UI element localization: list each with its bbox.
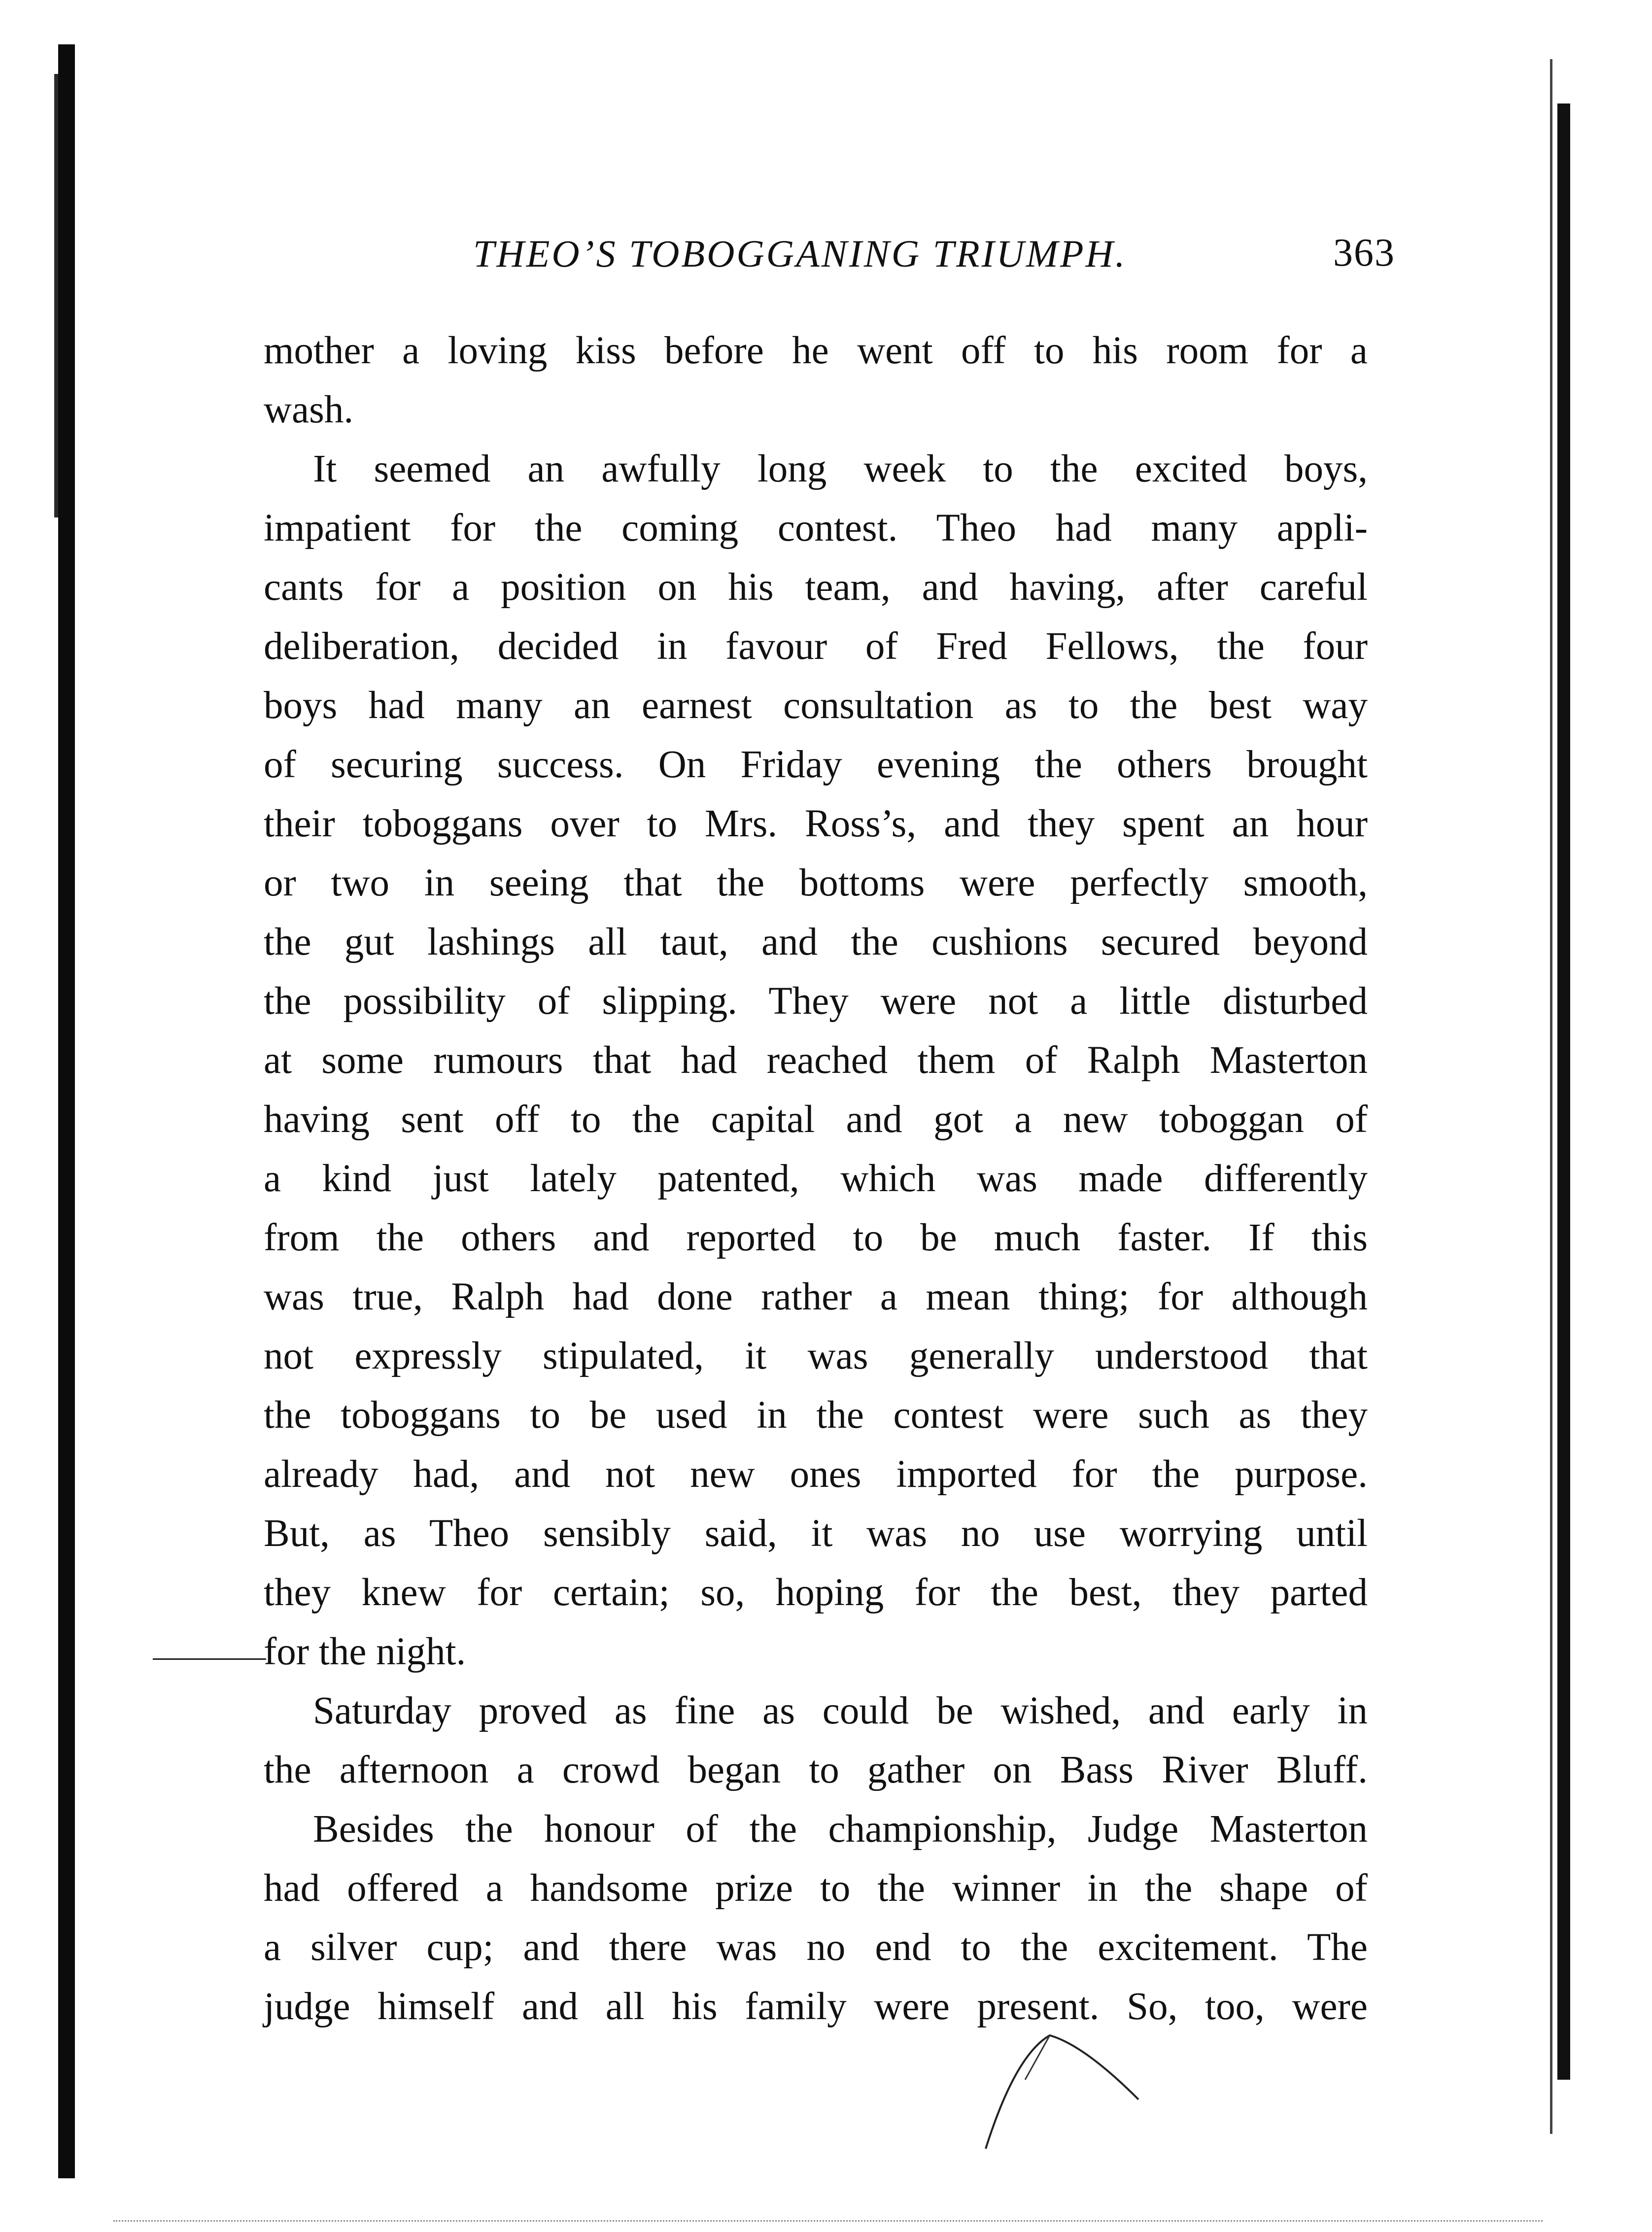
text-line: It seemed an awfully long week to the excited boys, [313, 447, 1368, 490]
text-line: had offered a handsome prize to the winner in the shape of [264, 1867, 1368, 1910]
text-line: a kind just lately patented, which was made differently [264, 1157, 1368, 1200]
text-line: judge himself and all his family were present. So, too, were [264, 1985, 1368, 2028]
text-line: already had, and not new ones imported for the purpose. [264, 1453, 1368, 1496]
text-line: mother a loving kiss before he went off to his room for a [264, 329, 1368, 372]
text-line: impatient for the coming contest. Theo had many appli- [264, 507, 1368, 549]
text-line: of securing success. On Friday evening the others brought [264, 743, 1368, 786]
text-line: a silver cup; and there was no end to the excitement. The [264, 1926, 1368, 1969]
pencil-scribble-mark [976, 2026, 1183, 2154]
text-line: the gut lashings all taut, and the cushions secured beyond [264, 921, 1368, 963]
text-line: the afternoon a crowd began to gather on Bass River Bluff. [264, 1749, 1368, 1791]
text-line: their toboggans over to Mrs. Ross’s, and they spent an hour [264, 802, 1368, 845]
running-title: THEO’S TOBOGGANING TRIUMPH. [473, 232, 1127, 275]
text-line: not expressly stipulated, it was generally understood that [264, 1335, 1368, 1377]
text-line: cants for a position on his team, and having, after careful [264, 566, 1368, 609]
text-line: they knew for certain; so, hoping for the best, they parted [264, 1571, 1368, 1614]
text-line: for the night. [264, 1630, 466, 1673]
text-line: the possibility of slipping. They were not a little disturbed [264, 980, 1368, 1023]
margin-pencil-mark [153, 1658, 266, 1660]
running-header [473, 232, 1350, 286]
text-line: But, as Theo sensibly said, it was no use worrying until [264, 1512, 1368, 1555]
page-number: 363 [1333, 231, 1395, 275]
right-binding-shadow [1557, 103, 1570, 2080]
right-page-edge-line [1550, 59, 1552, 2134]
text-line: Besides the honour of the championship, Judge Masterton [313, 1808, 1368, 1851]
bottom-scan-specks [113, 2220, 1543, 2223]
text-line: wash. [264, 388, 354, 431]
text-line: Saturday proved as fine as could be wished, and early in [313, 1689, 1368, 1732]
text-line: the toboggans to be used in the contest were such as they [264, 1394, 1368, 1437]
text-line: was true, Ralph had done rather a mean thing; for although [264, 1275, 1368, 1318]
body-text [264, 321, 1368, 2036]
left-binding-fringe [54, 74, 58, 517]
text-line: at some rumours that had reached them of Ralph Masterton [264, 1039, 1368, 1082]
text-line: deliberation, decided in favour of Fred Fellows, the four [264, 625, 1368, 668]
text-line: or two in seeing that the bottoms were perfectly smooth, [264, 861, 1368, 904]
left-binding-shadow [58, 44, 75, 2178]
text-line: boys had many an earnest consultation as to the best way [264, 684, 1368, 727]
text-line: from the others and reported to be much faster. If this [264, 1216, 1368, 1259]
text-line: having sent off to the capital and got a new toboggan of [264, 1098, 1368, 1141]
